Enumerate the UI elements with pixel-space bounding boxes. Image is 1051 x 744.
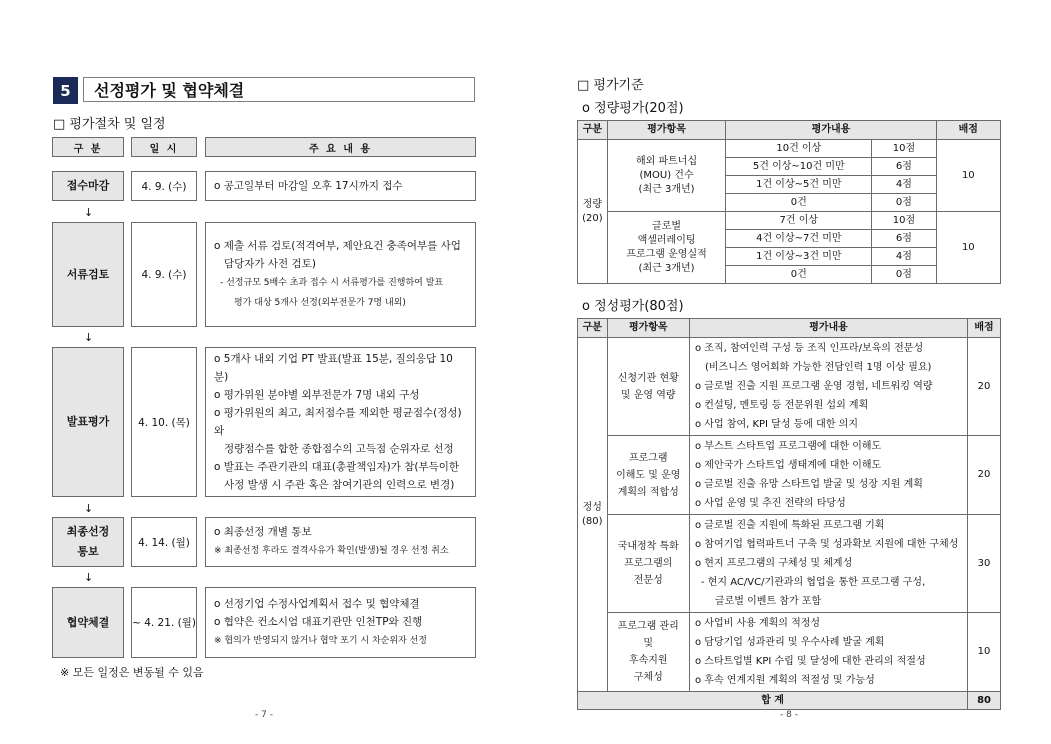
qual-content-line: o 컨설팅, 멘토링 등 전문위원 섭외 계획: [694, 400, 869, 411]
quant-item-label: (최근 3개년): [638, 183, 695, 195]
qual-content-cell: [689, 338, 967, 436]
content-line: o 최종선정 개별 통보: [214, 526, 312, 538]
qual-content-line: o 글로벌 진출 지원에 특화된 프로그램 기획: [694, 520, 885, 531]
qual-content-line: o 사업 운영 및 추진 전략의 타당성: [694, 498, 846, 509]
qual-item-cell: [607, 436, 689, 515]
quant-item-label: 글로벌: [652, 220, 682, 232]
qual-content-line: o 담당기업 성과관리 및 우수사례 발굴 계획: [694, 637, 885, 648]
content-cell: [205, 517, 476, 567]
flow-arrow: ↓: [84, 206, 94, 219]
content-cell: [205, 171, 476, 201]
quant-category: 정량: [582, 198, 603, 210]
qual-content-line: o 조직, 참여인력 구성 등 조직 인프라/보육의 전문성: [694, 343, 924, 354]
quant-criterion-points: 10점: [872, 140, 936, 158]
date-cell: 4. 14. (월): [131, 517, 197, 567]
content-line: o 발표는 주관기관의 대표(총괄책임자)가 참(부득이한: [214, 461, 460, 473]
content-line: o 공고일부터 마감일 오후 17시까지 접수: [214, 180, 403, 192]
quant-category-cell: [578, 140, 608, 284]
qual-item-label: 계획의 적합성: [617, 486, 679, 498]
qual-score: 20: [968, 338, 1001, 436]
quant-criterion-points: 6점: [872, 158, 936, 176]
qual-header-content: 평가내용: [689, 319, 967, 338]
qual-content-line: o 글로벌 진출 지원 프로그램 운영 경험, 네트워킹 역량: [694, 381, 933, 392]
stage-cell: [52, 587, 124, 658]
date-cell: ~ 4. 21. (월): [131, 587, 197, 658]
quant-header-item: 평가항목: [607, 121, 726, 140]
content-line: 평가 대상 5개사 선정(외부전문가 7명 내외): [234, 297, 406, 308]
quant-header-cat: 구분: [578, 121, 608, 140]
header-stage: 구 분: [52, 137, 124, 157]
qual-item-label: 프로그램: [628, 452, 668, 464]
qual-row: [578, 338, 1001, 436]
schedule-note: ※ 모든 일정은 변동될 수 있음: [60, 666, 204, 679]
qual-content-cell: [689, 515, 967, 613]
qual-item-label: 구체성: [633, 672, 663, 683]
quant-criterion: 4건 이상~7건 미만: [726, 230, 872, 248]
date-cell: 4. 10. (목): [131, 347, 197, 497]
qual-content-line: o 현지 프로그램의 구체성 및 체계성: [694, 558, 853, 569]
flow-arrow: ↓: [84, 331, 94, 344]
quant-criterion-points: 4점: [872, 248, 936, 266]
stage-cell: [52, 171, 124, 201]
header-date: 일 시: [131, 137, 197, 157]
qual-item-cell: [607, 515, 689, 613]
quant-criterion: 0건: [726, 266, 872, 284]
content-line: o 평가위원의 최고, 최저점수를 제외한 평균점수(정성)와: [214, 407, 462, 437]
quant-item-label: (최근 3개년): [638, 262, 695, 274]
content-cell: [205, 587, 476, 658]
qual-header-item: 평가항목: [607, 319, 689, 338]
qual-row: [578, 613, 1001, 692]
qual-row: [578, 515, 1001, 613]
header-content: 주 요 내 용: [205, 137, 476, 157]
quant-score: 10: [936, 140, 1000, 212]
qual-content-line: - 현지 AC/VC/기관과의 협업을 통한 프로그램 구성,: [700, 577, 926, 588]
quant-item-label: 프로그램 운영실적: [626, 248, 707, 260]
qual-content-line: o 참여기업 협력파트너 구축 및 성과확보 지원에 대한 구체성: [694, 539, 959, 550]
qual-content-cell: [689, 436, 967, 515]
page-number-right: - 8 -: [780, 710, 798, 720]
criteria-title: □ 평가기준: [577, 77, 644, 93]
content-line: - 선정규모 5배수 초과 접수 시 서류평가를 진행하여 발표: [220, 277, 444, 288]
qual-content-line: o 스타트업별 KPI 수립 및 달성에 대한 관리의 적절성: [694, 656, 926, 667]
page-number-left: - 7 -: [255, 710, 273, 720]
quant-criterion-points: 10점: [872, 212, 936, 230]
flow-arrow: ↓: [84, 571, 94, 584]
qual-content-line: 글로벌 이벤트 참가 포함: [714, 596, 822, 607]
content-line: 담당자가 사전 검토): [224, 257, 316, 270]
qual-item-label: 및: [643, 638, 654, 649]
total-value: 80: [968, 692, 1001, 710]
qual-item-cell: [607, 613, 689, 692]
quant-row: [578, 212, 1001, 230]
content-cell: [205, 347, 476, 497]
qual-table: [577, 318, 1001, 710]
stage-cell: [52, 222, 124, 327]
qual-content-line: o 사업 참여, KPI 달성 등에 대한 의지: [694, 419, 858, 430]
qual-header-row: [578, 319, 1001, 338]
quant-item-label: 액셀러레이팅: [637, 234, 696, 246]
qual-score: 30: [968, 515, 1001, 613]
flow-arrow: ↓: [84, 502, 94, 515]
qual-score: 20: [968, 436, 1001, 515]
quant-row: [578, 140, 1001, 158]
quant-item-cell: [607, 212, 726, 284]
qual-item-label: 후속지원: [628, 655, 668, 666]
qual-content-line: o 부스트 스타트업 프로그램에 대한 이해도: [694, 441, 882, 452]
section-number: 5: [53, 77, 78, 104]
total-label: 합 계: [578, 692, 968, 710]
quant-header-content: 평가내용: [726, 121, 936, 140]
content-line: o 선정기업 수정사업계획서 접수 및 협약체결: [214, 597, 420, 610]
content-line: o 평가위원 분야별 외부전문가 7명 내외 구성: [214, 389, 420, 401]
qual-item-label: 전문성: [633, 575, 663, 586]
quant-criterion: 0건: [726, 194, 872, 212]
quant-category-points: (20): [582, 212, 603, 224]
content-line: o 협약은 컨소시엄 대표기관만 인천TP와 진행: [214, 615, 423, 628]
qual-item-cell: [607, 338, 689, 436]
schedule-subtitle: □ 평가절차 및 일정: [53, 116, 166, 132]
quant-item-label: 해외 파트너십: [635, 155, 698, 167]
qual-score: 10: [968, 613, 1001, 692]
qual-content-line: o 제안국가 스타트업 생태계에 대한 이해도: [694, 460, 882, 471]
quant-criterion-points: 6점: [872, 230, 936, 248]
qual-content-line: (비즈니스 영어회화 가능한 전담인력 1명 이상 필요): [704, 362, 932, 373]
quant-criterion: 1건 이상~5건 미만: [726, 176, 872, 194]
quant-score: 10: [936, 212, 1000, 284]
content-line: ※ 협의가 반영되지 않거나 협약 포기 시 차순위자 선정: [214, 635, 428, 646]
quant-title: o 정량평가(20점): [582, 100, 684, 116]
stage-label: 서류검토: [66, 267, 110, 281]
quant-criterion: 5건 이상~10건 미만: [726, 158, 872, 176]
qual-category-points: (80): [582, 515, 603, 527]
qual-content-line: o 사업비 사용 계획의 적정성: [694, 618, 821, 629]
qual-item-label: 프로그램 관리: [617, 621, 679, 632]
stage-label: 최종선정: [66, 525, 110, 538]
qual-category-cell: [578, 338, 608, 692]
qual-content-line: o 글로벌 진출 유망 스타트업 발굴 및 성장 지원 계획: [694, 479, 923, 490]
quant-criterion-points: 4점: [872, 176, 936, 194]
content-line: o 5개사 내외 기업 PT 발표(발표 15분, 질의응답 10분): [214, 353, 453, 383]
quant-header-score: 배점: [936, 121, 1000, 140]
quant-criterion-points: 0점: [872, 266, 936, 284]
date-cell: 4. 9. (수): [131, 171, 197, 201]
qual-item-label: 국내정착 특화: [617, 541, 679, 552]
qual-row: [578, 436, 1001, 515]
content-cell: [205, 222, 476, 327]
qual-header-score: 배점: [968, 319, 1001, 338]
quant-criterion-points: 0점: [872, 194, 936, 212]
quant-item-label: (MOU) 건수: [639, 169, 694, 181]
stage-label: 협약체결: [66, 615, 110, 629]
date-cell: 4. 9. (수): [131, 222, 197, 327]
qual-total-row: [578, 692, 1001, 710]
qual-item-label: 프로그램의: [624, 558, 673, 569]
qual-category: 정성: [582, 501, 602, 513]
content-line: ※ 최종선정 후라도 결격사유가 확인(발생)될 경우 선정 취소: [214, 546, 449, 556]
content-line: o 제출 서류 검토(적격여부, 제안요건 충족여부를 사업: [214, 239, 461, 252]
stage-label: 발표평가: [66, 415, 110, 428]
content-line: 정량점수를 합한 종합점수의 고득점 순위자로 선정: [224, 443, 454, 455]
qual-content-cell: [689, 613, 967, 692]
quant-criterion: 10건 이상: [726, 140, 872, 158]
quant-criterion: 7건 이상: [726, 212, 872, 230]
quant-table: [577, 120, 1001, 284]
qual-item-label: 신청기관 현황: [617, 372, 679, 384]
qual-item-label: 이해도 및 운영: [616, 469, 681, 481]
stage-cell: [52, 517, 124, 567]
quant-criterion: 1건 이상~3건 미만: [726, 248, 872, 266]
quant-item-cell: [607, 140, 726, 212]
qual-header-cat: 구분: [578, 319, 608, 338]
qual-content-line: o 후속 연계지원 계획의 적절성 및 가능성: [694, 675, 875, 686]
stage-label: 통보: [77, 545, 99, 558]
quant-header-row: [578, 121, 1001, 140]
qual-item-label: 및 운영 역량: [620, 389, 676, 401]
stage-label: 접수마감: [66, 179, 110, 192]
stage-cell: [52, 347, 124, 497]
qual-title: o 정성평가(80점): [582, 298, 684, 314]
content-line: 사정 발생 시 주관 혹은 참여기관의 인력으로 변경): [224, 479, 455, 491]
section-title: 선정평가 및 협약체결: [83, 77, 475, 102]
